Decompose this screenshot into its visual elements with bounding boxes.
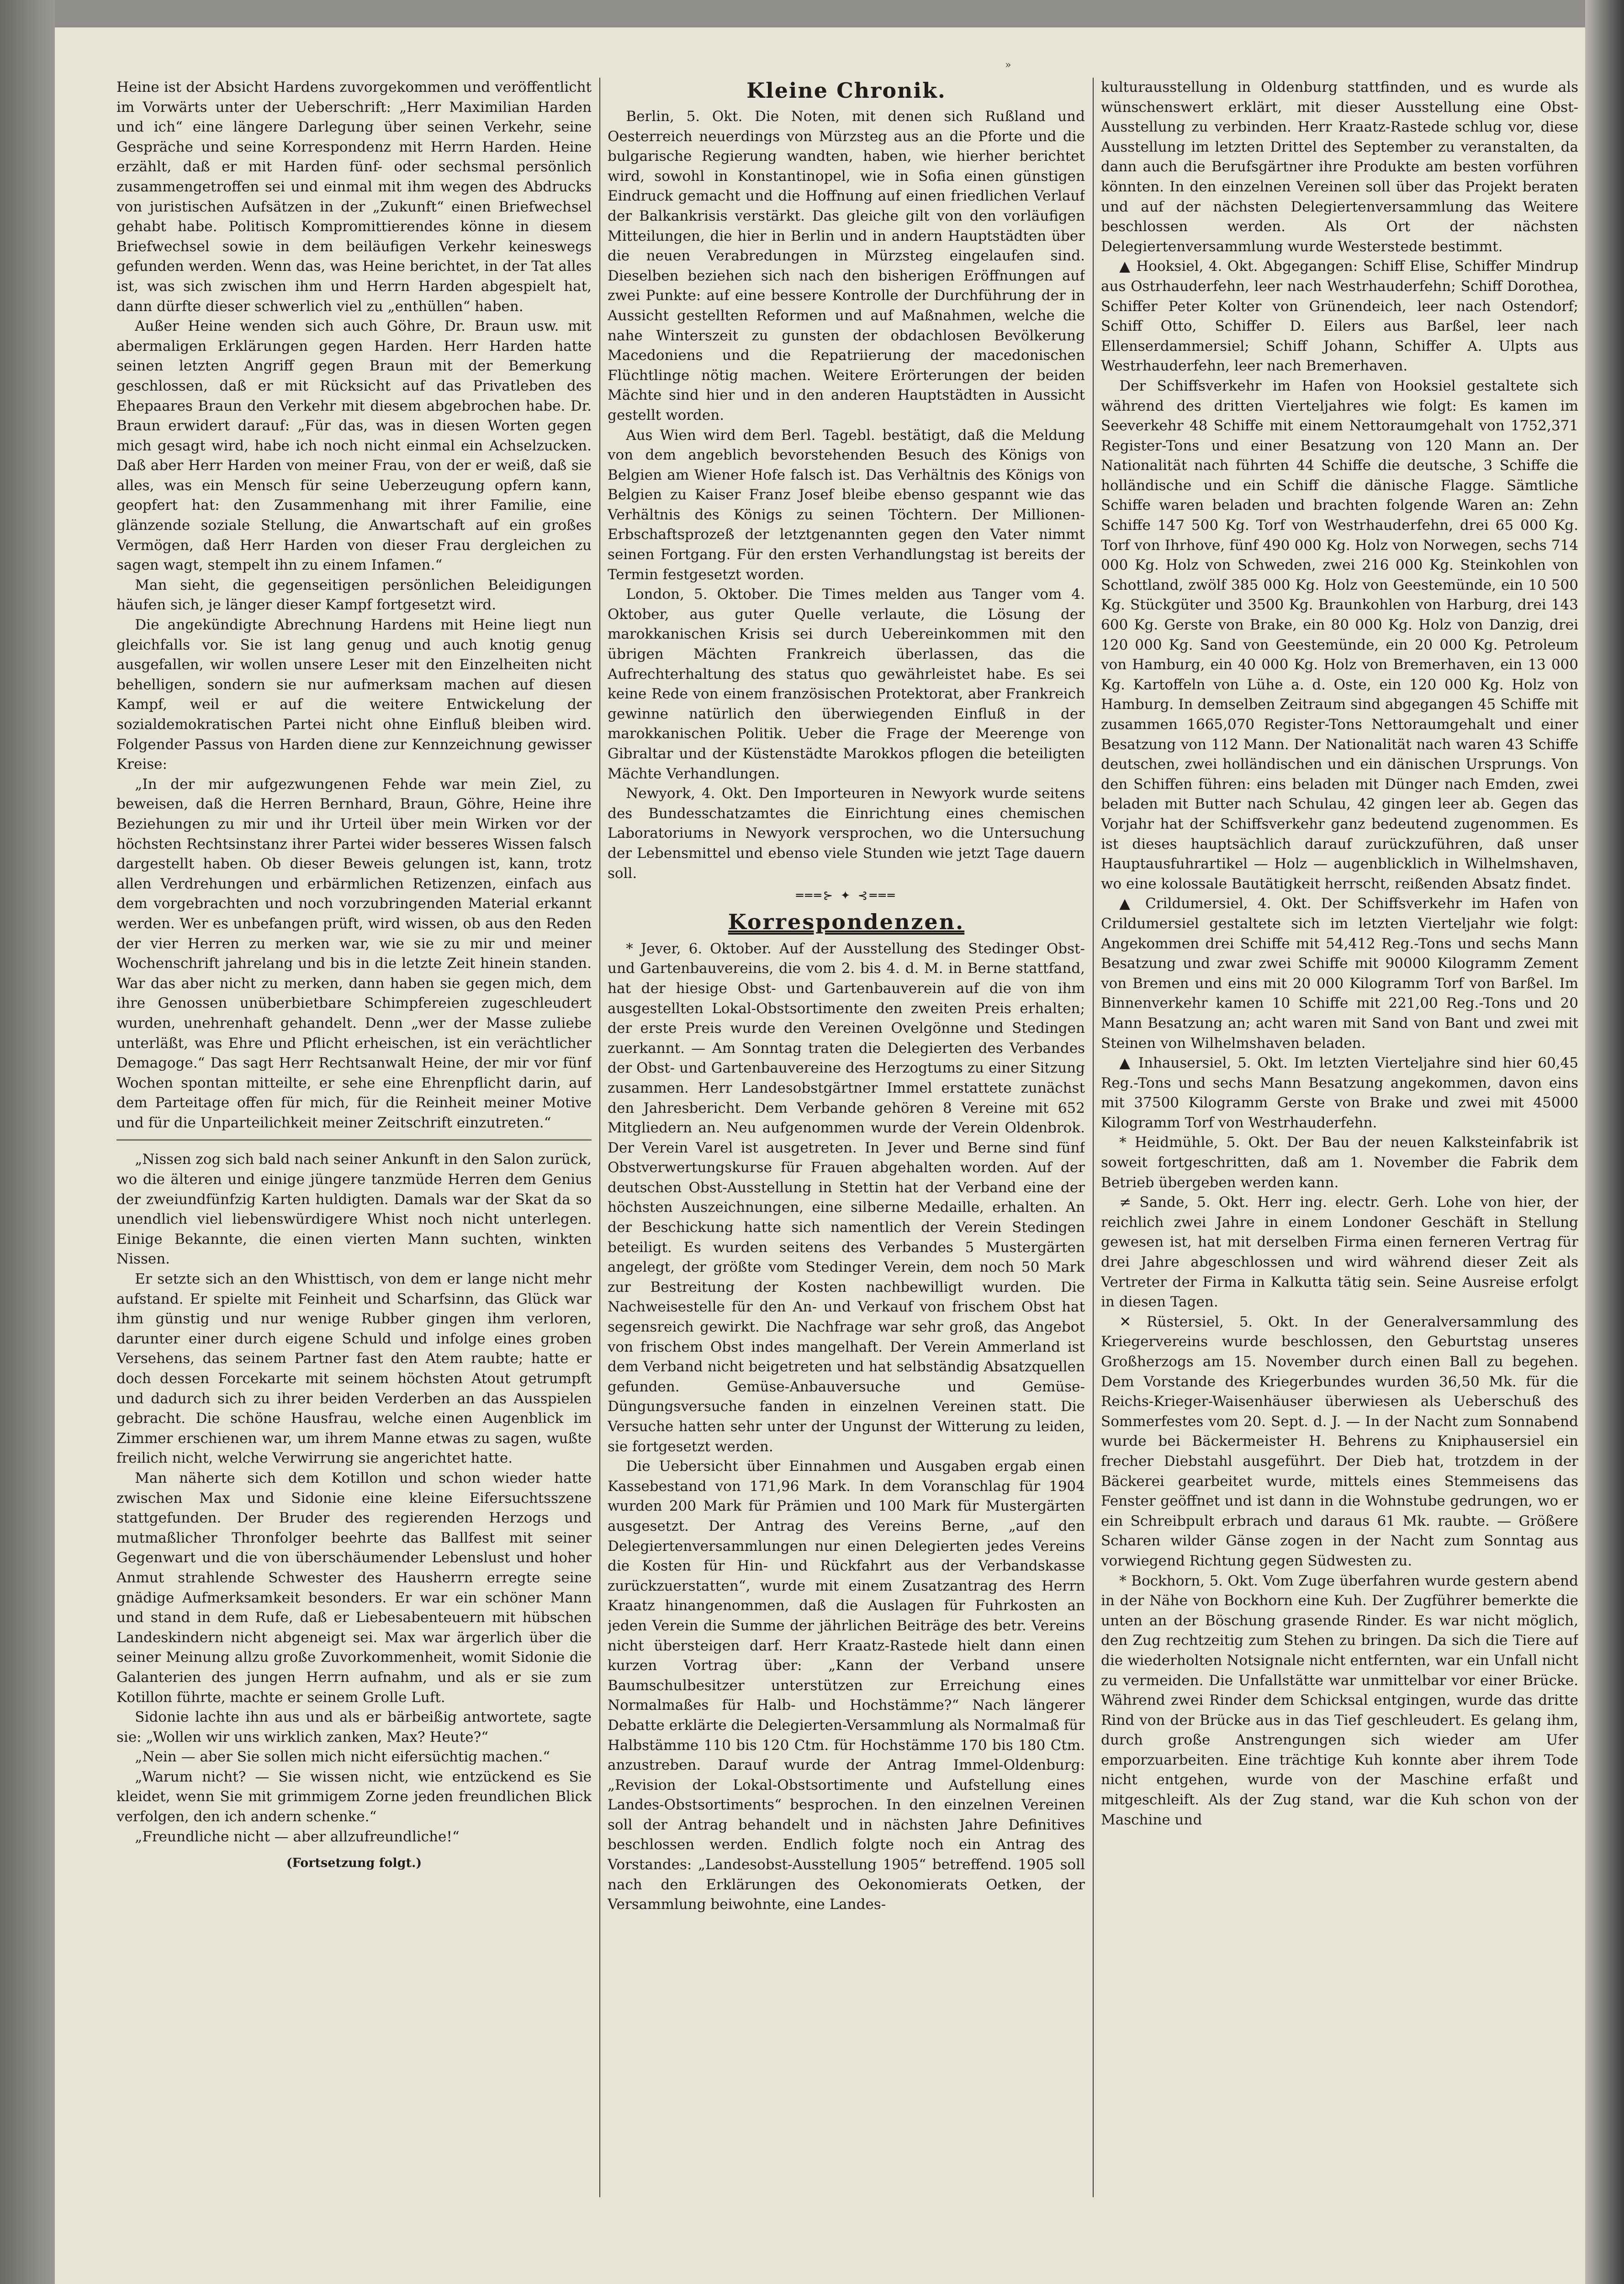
column-rule-1 — [599, 78, 600, 2197]
article-paragraph: Man sieht, die gegenseitigen persönlichen Beleidigungen häufen sich, je länger dieser Kampf fortgesetzt wird. — [116, 576, 592, 613]
column-1 — [116, 78, 592, 2270]
correspondence-item: Der Schiffsverkehr im Hafen von Hooksiel gestaltete sich während des dritten Vierteljahres wie folgt: Es kamen im Seeverkehr 48 Schiffe mit einem Nettoraumgehalt von 1752,371 Register-Tons und einer Besatzung von 120 Mann an. Der Nationalität nach führten 44 Schiffe die deutsche, 3 Schiffe die holländische und ein Schiff die dänische Flagge. Sämtliche Schiffe waren beladen und brachten folgende Waren an: Zehn Schiffe 147 500 Kg. Torf von Westrhauderfehn, drei 65 000 Kg. Torf von Ihrhove, fünf 490 000 Kg. Holz von Norwegen, sechs 714 000 Kg. Holz von Schweden, zwei 216 000 Kg. Steinkohlen von Schottland, zwölf 385 000 Kg. Holz von Geestemünde, ein 10 500 Kg. Stückgüter und 3500 Kg. Braunkohlen von Harburg, drei 143 600 Kg. Gerste von Brake, ein 80 000 Kg. Holz von Danzig, drei 120 000 Kg. Sand von Geestemünde, ein 20 000 Kg. Petroleum von Hamburg, ein 40 000 Kg. Holz von Bremerhaven, ein 13 000 Kg. Kartoffeln von Lühe a. d. Oste, ein 120 000 Kg. Holz von Hamburg. In demselben Zeitraum sind abgegangen 45 Schiffe mit zusammen 1665,070 Register-Tons Nettoraumgehalt und einer Besatzung von 112 Mann. Der Nationalität nach waren 43 Schiffe deutschen, zwei holländischen und ein dänischen Ursprungs. Von den Schiffen führen: eins beladen mit Dünger nach Emden, zwei beladen mit Butter nach Schulau, 42 gingen leer ab. Gegen das Vorjahr hat der Schiffsverkehr ganz bedeutend zugenommen. Es ist dieses hauptsächlich darauf zurückzuführen, daß unser Hauptausfuhrartikel — Holz — augenblicklich in Wilhelmshaven, wo eine kolossale Bautätigkeit herrscht, reißenden Absatz findet. — [1101, 377, 1578, 892]
correspondence-item: * Heidmühle, 5. Okt. Der Bau der neuen Kalksteinfabrik ist soweit fortgeschritten, daß am 1. November die Fabrik dem Betrieb übergeben werden kann. — [1101, 1134, 1578, 1191]
feuilleton-paragraph: „Nein — aber Sie sollen mich nicht eifersüchtig machen.“ — [135, 1749, 550, 1766]
news-item: Berlin, 5. Okt. Die Noten, mit denen sich Rußland und Oesterreich neuerdings von Mürzsteg aus an die Pforte und die bulgarische Regierung wandten, haben, wie hierher berichtet wird, sowohl in Konstantinopel, wie in Sofia einen günstigen Eindruck gemacht und die Hoffnung auf einen friedlichen Verlauf der Balkankrisis verstärkt. Das gleiche gilt von den vorläufigen Mitteilungen, die hier in Berlin und in andern Hauptstädten über die neuen Verabredungen in Mürzsteg eingelaufen sind. Dieselben beziehen sich nach den bisherigen Eröffnungen auf zwei Punkte: auf eine bessere Kontrolle der Durchführung der in Aussicht gestellten Reformen und auf Maßnahmen, welche die nahe Winterszeit zu gunsten der obdachlosen Bevölkerung Macedoniens und die Repatriierung der macedonischen Flüchtlinge nötig machen. Weitere Erörterungen der beiden Mächte sind hier und in den anderen Hauptstädten in Aussicht gestellt worden. — [608, 108, 1085, 423]
feuilleton-paragraph: „Nissen zog sich bald nach seiner Ankunft in den Salon zurück, wo die älteren und einige jüngere tanzmüde Herren dem Genius der zweiundfünfzig Karten huldigten. Damals war der Skat da so unendlich viel liebenswürdigere Whist noch nicht unterlegen. Einige Bekannte, die einen vierten Mann suchten, winkten Nissen. — [116, 1151, 592, 1268]
correspondence-item: Die Uebersicht über Einnahmen und Ausgaben ergab einen Kassebestand von 171,96 Mark. In dem Voranschlag für 1904 wurden 200 Mark für Prämien und 100 Mark für Mustergärten ausgesetzt. Der Antrag des Vereins Berne, „auf den Delegiertenversammlungen nur einen Delegierten jedes Vereins die Kosten für Hin- und Rückfahrt aus der Verbandskasse zurückzuerstatten“, wurde mit einem Zusatzantrag des Herrn Kraatz hinangenommen, daß die Auslagen für Fuhrkosten an jeden Verein die Summe der jährlichen Beiträge des betr. Vereins nicht übersteigen darf. Herr Kraatz-Rastede hielt dann einen kurzen Vortrag über: „Kann der Verband unsere Baumschulbesitzer unterstützen zur Erreichung eines Normalmaßes für Halb- und Hochstämme?“ Nach längerer Debatte erklärte die Delegierten-Versammlung als Normalmaß für Halbstämme 110 bis 120 Ctm. für Hochstämme 170 bis 180 Ctm. anzustreben. Darauf wurde der Antrag Immel-Oldenburg: „Revision der Lokal-Obstsortimente und Aufstellung eines Landes-Obstsortiments“ besprochen. In den einzelnen Vereinen soll der Antrag behandelt und in nächsten Jahre Definitives beschlossen werden. Endlich folgte noch ein Antrag des Vorstandes: „Landesobst-Ausstellung 1905“ betreffend. 1905 soll nach den Erklärungen des Oekonomierats Oetken, der Versammlung beiwohnte, eine Landes- — [608, 1458, 1085, 1913]
feuilleton-paragraph: „Freundliche nicht — aber allzufreundliche!“ — [135, 1828, 460, 1845]
feuilleton-paragraph: Sidonie lachte ihn aus und als er bärbeißig antwortete, sagte sie: „Wollen wir uns wirklich zanken, Max? Heute?“ — [116, 1709, 592, 1745]
ornament-divider: ═══⊱ ✦ ⊰═══ — [796, 889, 897, 903]
scan-margin-left — [0, 0, 55, 2284]
article-paragraph: Heine ist der Absicht Hardens zuvorgekommen und veröffentlicht im Vorwärts unter der Ueberschrift: „Herr Maximilian Harden und ich“ eine längere Darlegung über seinen Verkehr, seine Gespräche und seine Korrespondenz mit Herrn Harden. Heine erzählt, daß er mit Harden fünf- oder sechsmal persönlich zusammengetroffen sei und einmal mit ihm wegen des Abdrucks von juristischen Aufsätzen in der „Zukunft“ einen Briefwechsel gehabt habe. Politisch Kompromittierendes könne in diesem Briefwechsel sowie in dem beiläufigen Verkehr keineswegs gefunden werden. Wenn das, was Heine berichtet, in der Tat alles ist, was sich zwischen ihm und Herrn Harden abgespielt hat, dann dürfte dieser schwerlich viel zu „enthüllen“ haben. — [116, 79, 592, 315]
correspondence-item: * Bockhorn, 5. Okt. Vom Zuge überfahren wurde gestern abend in der Nähe von Bockhorn eine Kuh. Der Zugführer bemerkte die unten an der Böschung grasende Rinder. Es war nicht möglich, den Zug rechtzeitig zum Stehen zu bringen. Da sich die Tiere auf die wiederholten Notsignale nicht entfernten, war ein Unfall nicht zu vermeiden. Die Unfallstätte war unmittelbar vor einer Brücke. Während zwei Rinder dem Schicksal entgingen, wurde das dritte Rind von der Brücke aus in das Tief geschleudert. Es gelang ihm, durch große Anstrengungen sich wieder am Ufer emporzuarbeiten. Eine trächtige Kuh konnte aber ihrem Tode nicht entgehen, wurde von der Maschine erfaßt und mitgeschleift. Als der Zug stand, war die Kuh schon von der Maschine und — [1101, 1572, 1578, 1828]
news-item: Aus Wien wird dem Berl. Tagebl. bestätigt, daß die Meldung von dem angeblich bevorstehenden Besuch des Königs von Belgien am Wiener Hofe falsch ist. Das Verhältnis des Königs von Belgien zu Kaiser Franz Josef bleibe ebenso gespannt wie das Verhältnis des Königs zu seinen Töchtern. Der Millionen-Erbschaftsprozeß der letztgenannten gegen den Vater nimmt seinen Fortgang. Für den ersten Verhandlungstag ist bereits der Termin festgesetzt worden. — [608, 427, 1085, 583]
news-item: London, 5. Oktober. Die Times melden aus Tanger vom 4. Oktober, aus guter Quelle verlaute, die Lösung der marokkanischen Krisis sei durch Uebereinkommen mit den übrigen Mächten Frankreich überlassen, das die Aufrechterhaltung des status quo gewährleistet habe. Es sei keine Rede von einem französischen Protektorat, aber Frankreich gewinne natürlich den überwiegenden Einfluß in der marokkanischen Politik. Ueber die Frage der Meerenge von Gibraltar und der Küstenstädte Marokkos pflogen die beteiligten Mächte Verhandlungen. — [608, 586, 1085, 782]
feuilleton-paragraph: Man näherte sich dem Kotillon und schon wieder hatte zwischen Max und Sidonie eine kleine Eifersuchtsszene stattgefunden. Der Bruder des regierenden Herzogs und mutmaßlicher Thronfolger beehrte das Ballfest mit seiner Gegenwart und die von überschäumender Lebenslust und hoher Anmut strahlende Schwester des Hausherrn erregte seine gnädige Aufmerksamkeit besonders. Er war ein schöner Mann und stand in dem Rufe, daß er Liebesabenteuern mit hübschen Landeskindern nicht abgeneigt sei. Max war ärgerlich über die seiner Meinung allzu große Zuvorkommenheit, womit Sidonie die Galanterien des jungen Herrn aufnahm, und als er sie zum Kotillon führte, machte er seinem Grolle Luft. — [116, 1470, 592, 1706]
section-heading-korrespondenzen: Korrespondenzen. — [728, 909, 965, 934]
article-paragraph: Die angekündigte Abrechnung Hardens mit Heine liegt nun gleichfalls vor. Sie ist lang genug und auch knotig genug ausgefallen, wir wollen unsere Leser mit den Einzelheiten nicht behelligen, sondern sie nur aufmerksam machen auf diesen Kampf, weil er auf die weitere Entwickelung der sozialdemokratischen Partei nicht ohne Einfluß bleiben wird. Folgender Passus von Harden diene zur Kennzeichnung gewisser Kreise: — [116, 617, 592, 773]
news-item: Newyork, 4. Okt. Den Importeuren in Newyork wurde seitens des Bundesschatzamtes die Einrichtung eines chemischen Laboratoriums in Newyork versprochen, wo die Untersuchung der Lebensmittel und ebenso viele Stunden wie jetzt Tage dauern soll. — [608, 785, 1085, 882]
page-folio: » — [1005, 59, 1011, 71]
feuilleton-paragraph: Er setzte sich an den Whisttisch, von dem er lange nicht mehr aufstand. Er spielte mit Feinheit und Scharfsinn, das Glück war ihm günstig und nur wenige Rubber gingen ihm verloren, darunter einer durch eigene Schuld und infolge eines groben Versehens, das seinem Partner fast den Atem raubte; hatte er doch dessen Forcekarte mit seinem höchsten Atout getrumpft und dadurch sich zu ihrer beiden Verderben an das Ausspielen gebracht. Die schöne Hausfrau, welche einen Augenblick im Zimmer erschienen war, um ihrem Manne etwas zu sagen, wußte freilich nicht, welche Verwirrung sie angerichtet hatte. — [116, 1271, 592, 1467]
section-heading-kleine-chronik: Kleine Chronik. — [746, 78, 946, 103]
correspondence-item: ▲ Hooksiel, 4. Okt. Abgegangen: Schiff Elise, Schiffer Mindrup aus Ostrhauderfehn, leer nach Westrhauderfehn; Schiff Dorothea, Schiffer Peter Kolter von Grünendeich, leer nach Ostendorf; Schiff Otto, Schiffer D. Eilers aus Barßel, leer nach Ellenserdammersiel; Schiff Johann, Schiffer A. Ulpts aus Westrhauderfehn, leer nach Bremerhaven. — [1101, 258, 1578, 375]
quote-paragraph: „In der mir aufgezwungenen Fehde war mein Ziel, zu beweisen, daß die Herren Bernhard, Braun, Göhre, Heine ihre Beziehungen zu mir und ihr Urteil über mein Wirken vor der höchsten Rechtsinstanz ihrer Partei wider besseres Wissen falsch dargestellt haben. Ob dieser Beweis gelungen ist, kann, trotz allen Verdrehungen und erbärmlichen Retizenzen, einfach aus dem vorgebrachten und noch vorzubringenden Material erkannt werden. Wer es unbefangen prüft, wird wissen, ob aus den Reden der vier Herren zu merken war, wie sie zu mir und meiner Wochenschrift jahrelang und bis in die letzte Zeit hinein standen. War das aber nicht zu merken, dann haben sie gegen mich, dem ihre Genossen unüberbietbare Schimpfereien zugeschleudert wurden, unehrenhaft gehandelt. Denn „wer der Masse zuliebe unterläßt, was Ehre und Pflicht erheischen, ist ein verächtlicher Demagoge.“ Das sagt Herr Rechtsanwalt Heine, der mir vor fünf Wochen spontan mitteilte, er sehe eine Ehrenpflicht darin, auf dem Parteitage offen für mich, für die Reinheit meiner Motive und für die Unparteilichkeit meiner Zeitschrift einzutreten.“ — [116, 776, 592, 1131]
feuilleton-paragraph: „Warum nicht? — Sie wissen nicht, wie entzückend es Sie kleidet, wenn Sie mit grimmigem Zorne jeden freundlichen Blick verfolgen, den ich andern schenke.“ — [116, 1768, 592, 1825]
correspondence-item: ▲ Crildumersiel, 4. Okt. Der Schiffsverkehr im Hafen von Crildumersiel gestaltete sich im letzten Vierteljahr wie folgt: Angekommen drei Schiffe mit 54,412 Reg.-Tons und sechs Mann Besatzung und zwar zwei Schiffe mit 90000 Kilogramm Zement von Bremen und eins mit 20 000 Kilogramm Torf von Barßel. Im Binnenverkehr kamen 10 Schiffe mit 221,00 Reg.-Tons und 20 Mann Besatzung an; acht waren mit Sand von Bant und zwei mit Steinen von Wilhelmshaven beladen. — [1101, 895, 1578, 1052]
book-spine — [1585, 0, 1624, 2284]
correspondence-item: kulturausstellung in Oldenburg stattfinden, und es wurde als wünschenswert erklärt, mit dieser Ausstellung eine Obst-Ausstellung zu verbinden. Herr Kraatz-Rastede schlug vor, diese Ausstellung im letzten Drittel des September zu veranstalten, da dann auch die Berufsgärtner ihre Produkte am besten vorführen könnten. In den einzelnen Vereinen soll über das Projekt beraten und auf der nächsten Delegiertenversammlung das Weitere beschlossen werden. Als Ort der nächsten Delegiertenversammlung wurde Westerstede bestimmt. — [1101, 79, 1578, 255]
correspondence-item: * Jever, 6. Oktober. Auf der Ausstellung des Stedinger Obst- und Gartenbauvereins, die vom 2. bis 4. d. M. in Berne stattfand, hat der hiesige Obst- und Gartenbauverein auf die von ihm ausgestellten Lokal-Obstsortimente den zweiten Preis erhalten; der erste Preis wurde den Vereinen Ovelgönne und Stedingen zuerkannt. — Am Sonntag traten die Delegierten des Verbandes der Obst- und Gartenbauvereine des Herzogtums zu einer Sitzung zusammen. Herr Landesobstgärtner Immel erstattete zunächst den Jahresbericht. Dem Verbande gehören 8 Vereine mit 652 Mitgliedern an. Neu aufgenommen wurde der Verein Oldenbrok. Der Verein Varel ist ausgetreten. In Jever und Berne sind fünf Obstverwertungskurse für Frauen abgehalten worden. Auf der deutschen Obst-Ausstellung in Stettin hat der Verband eine der höchsten Auszeichnungen, eine silberne Medaille, erhalten. An der Beschickung hatte sich namentlich der Verein Stedingen beteiligt. Es wurden seitens des Verbandes 5 Mustergärten angelegt, der größte vom Stedinger Verein, dem noch 50 Mark zur Bestreitung der Kosten nachbewilligt wurden. Die Nachweisestelle für den An- und Verkauf von frischem Obst hat segensreich gewirkt. Die Nachfrage war sehr groß, das Angebot von frischem Obst indes mangelhaft. Der Verein Ammerland ist dem Verband nicht beigetreten und hat selbständig Absatzquellen gefunden. Gemüse-Anbauversuche und Gemüse-Düngungsversuche fanden in einzelnen Vereinen statt. Die Versuche hatten sehr unter der Ungunst der Witterung zu leiden, sie fortgesetzt werden. — [608, 940, 1085, 1455]
correspondence-item: ✕ Rüstersiel, 5. Okt. In der Generalversammlung des Kriegervereins wurde beschlossen, den Geburtstag unseres Großherzogs am 15. November durch einen Ball zu begehen. Dem Vorstande des Kriegerbundes wurden 36,50 Mk. für die Reichs-Krieger-Waisenhäuser überwiesen als Ueberschuß des Sommerfestes vom 20. Sept. d. J. — In der Nacht zum Sonnabend wurde bei Bäckermeister H. Behrens zu Kniphausersiel ein frecher Diebstahl ausgeführt. Der Dieb hat, trotzdem in der Bäckerei gearbeitet wurde, mittels eines Stemmeisens das Fenster geöffnet und ist dann in die Wohnstube gedrungen, wo er ein Schreibpult erbrach und daraus 61 Mk. raubte. — Größere Scharen wilder Gänse zogen in der Nacht zum Sonntag aus vorwiegend Richtung gegen Südwesten zu. — [1101, 1313, 1578, 1569]
column-3 — [1101, 78, 1578, 2270]
column-2 — [608, 78, 1085, 2270]
correspondence-item: ≠ Sande, 5. Okt. Herr ing. electr. Gerh. Lohe von hier, der reichlich zwei Jahre in einem Londoner Geschäft in Stellung gewesen ist, hat mit derselben Firma einen ferneren Vertrag für drei Jahre abgeschlossen und wird während dieser Zeit als Vertreter der Firma in Kalkutta tätig sein. Seine Ausreise erfolgt in diesen Tagen. — [1101, 1194, 1578, 1311]
column-rule-2 — [1093, 78, 1094, 2197]
feuilleton-separator — [116, 1139, 592, 1141]
article-paragraph: Außer Heine wenden sich auch Göhre, Dr. Braun usw. mit abermaligen Erklärungen gegen Harden. Herr Harden hatte seinen letzten Angriff gegen Braun mit der Bemerkung geschlossen, daß er mit Rücksicht auf das Privatleben des Ehepaares Braun den Verkehr mit diesem abgebrochen habe. Dr. Braun erwidert darauf: „Für das, was in diesen Worten gegen mich gesagt wird, habe ich noch nicht einmal ein Achselzucken. Daß aber Herr Harden von meiner Frau, von der er weiß, daß sie alles, was ein Mensch für seine Ueberzeugung opfern kann, geopfert hat: den Zusammenhang mit ihrer Familie, eine glänzende soziale Stellung, die Anwartschaft auf ein großes Vermögen, daß Herr Harden von dieser Frau dergleichen zu sagen wagt, stempelt ihn zu einem Infamen.“ — [116, 318, 592, 574]
continued-note: (Fortsetzung folgt.) — [286, 1856, 422, 1871]
correspondence-item: ▲ Inhausersiel, 5. Okt. Im letzten Vierteljahre sind hier 60,45 Reg.-Tons und sechs Mann Besatzung angekommen, davon eins mit 37500 Kilogramm Gerste von Brake und zwei mit 45000 Kilogramm Torf von Westrhauderfehn. — [1101, 1055, 1578, 1131]
